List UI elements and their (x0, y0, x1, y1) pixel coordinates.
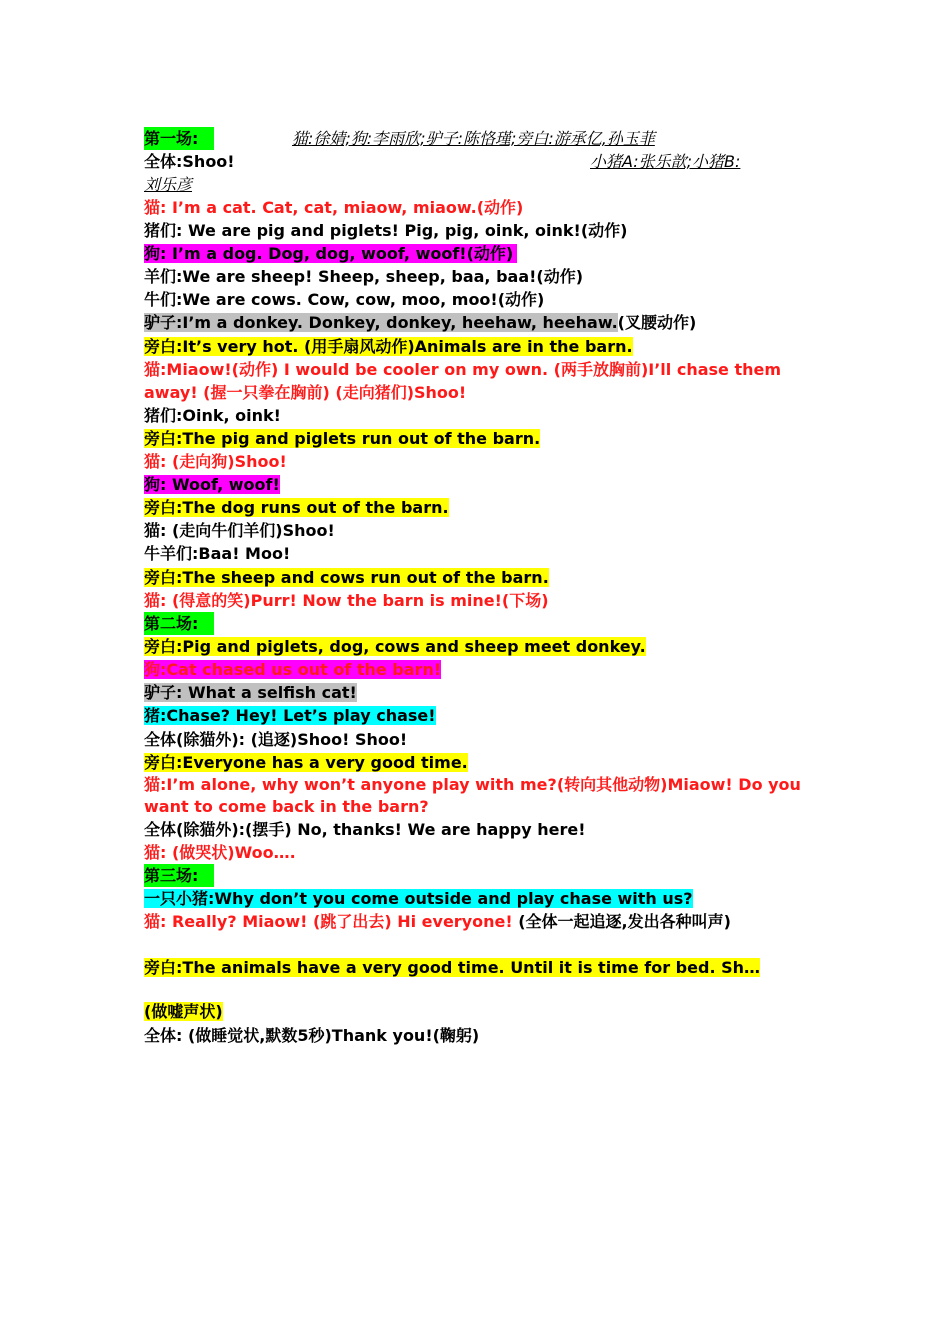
line-cat-really: 猫: Really? Miaow! (跳了出去) Hi everyone! (144, 912, 513, 931)
cast-list-continued-line (144, 173, 804, 196)
line-dog-intro: 狗: I’m a dog. Dog, dog, woof, woof!(动作) (144, 244, 517, 263)
line-narrator-hot-row (144, 335, 804, 358)
cast-list-continued: 刘乐彦 (144, 175, 193, 194)
line-dog-intro-row (144, 242, 804, 265)
line-donkey-selfish-row (144, 681, 804, 704)
scene3-label: 第三场: (144, 864, 214, 887)
line-pigs-intro: 猪们: We are pig and piglets! Pig, pig, oink, oink!(动作) (144, 221, 628, 240)
line-all-shoo: 全体(除猫外): (追逐)Shoo! Shoo! (144, 730, 408, 749)
line-cat-purr: 猫: (得意的笑)Purr! Now the barn is mine!(下场) (144, 591, 549, 610)
line-all-no-thanks: 全体(除猫外):(摆手) No, thanks! We are happy here! (144, 820, 586, 839)
line-cat-intro: 猫: I’m a cat. Cat, cat, miaow, miaow.(动作) (144, 198, 524, 217)
line-narrator-dog: 旁白:The dog runs out of the barn. (144, 498, 449, 517)
line-pig-chase: 猪:Chase? Hey! Let’s play chase! (144, 706, 436, 725)
line-donkey-intro: 驴子:I’m a donkey. Donkey, donkey, heehaw, heehaw. (144, 313, 618, 332)
scene2-header-line (144, 612, 804, 635)
line-cat-really-row (144, 910, 794, 933)
line-narrator-good-time: 旁白:Everyone has a very good time. (144, 753, 468, 772)
line-shush-action: (做嘘声状) (144, 1002, 223, 1021)
line-dog-woof: 狗: Woof, woof! (144, 475, 280, 494)
scene3-header-line (144, 864, 804, 887)
line-donkey-intro-row (144, 311, 804, 334)
all-shoo: 全体:Shoo! (144, 152, 235, 171)
line-piglet-invite: 一只小猪:Why don’t you come outside and play chase with us? (144, 889, 693, 908)
line-cat-to-cows: 猫: (走向牛们羊们)Shoo! (144, 521, 335, 540)
line-pig-chase-row (144, 704, 804, 727)
line-narrator-pigs: 旁白:The pig and piglets run out of the barn. (144, 429, 541, 448)
line-narrator-dog-row (144, 496, 804, 519)
scene1-label: 第一场: (144, 127, 214, 150)
cast-list-piglets: 小猪A:张乐歆;小猪B: (590, 152, 741, 171)
line-dog-chased: 狗:Cat chased us out of the barn! (144, 660, 442, 679)
cast-list: 猫:徐婧;狗:李雨欣;驴子:陈恪瑾;旁白:游承亿,孙玉菲 (292, 129, 655, 148)
line-cat-to-dog: 猫: (走向狗)Shoo! (144, 452, 287, 471)
line-narrator-hot: 旁白:It’s very hot. (用手扇风动作)Animals are in the barn. (144, 337, 633, 356)
line-narrator-pigs-row (144, 427, 804, 450)
line-narrator-sheep: 旁白:The sheep and cows run out of the barn. (144, 568, 549, 587)
line-piglet-invite-row (144, 887, 804, 910)
line-all-thank-you: 全体: (做睡觉状,默数5秒)Thank you!(鞠躬) (144, 1026, 480, 1045)
line-narrator-meet-row (144, 635, 804, 658)
line-all-chase-action: (全体一起追逐,发出各种叫声) (512, 912, 731, 931)
line-cat-cry: 猫: (做哭状)Woo…. (144, 843, 296, 862)
line-narrator-bed-row (144, 957, 794, 979)
line-cat-chase: 猫:Miaow!(动作) I would be cooler on my own. (两手放胸前)I’ll chase them away! (握一只拳在胸前) (走向猪们)Shoo! (144, 360, 782, 402)
line-pigs-oink: 猪们:Oink, oink! (144, 406, 281, 425)
line-cows-sheep: 牛羊们:Baa! Moo! (144, 544, 291, 563)
line-dog-woof-row (144, 473, 804, 496)
line-shush-action-row (144, 1000, 804, 1023)
line-donkey-action: (叉腰动作) (617, 313, 697, 332)
line-cat-alone: 猫:I’m alone, why won’t anyone play with me?(转向其他动物)Miaow! Do you want to come back in the barn? (144, 775, 801, 816)
line-donkey-selfish: 驴子: What a selfish cat! (144, 683, 357, 702)
all-shoo-line (144, 150, 804, 173)
scene1-header-line (144, 127, 804, 150)
line-narrator-good-time-row (144, 751, 804, 774)
line-dog-chased-row (144, 658, 804, 681)
scene2-label: 第二场: (144, 612, 214, 635)
line-cows-intro: 牛们:We are cows. Cow, cow, moo, moo!(动作) (144, 290, 545, 309)
line-narrator-bed: 旁白:The animals have a very good time. Until it is time for bed. Sh… (144, 958, 761, 977)
line-sheep-intro: 羊们:We are sheep! Sheep, sheep, baa, baa!(动作) (144, 267, 584, 286)
line-narrator-meet: 旁白:Pig and piglets, dog, cows and sheep meet donkey. (144, 637, 646, 656)
line-narrator-sheep-row (144, 566, 804, 589)
